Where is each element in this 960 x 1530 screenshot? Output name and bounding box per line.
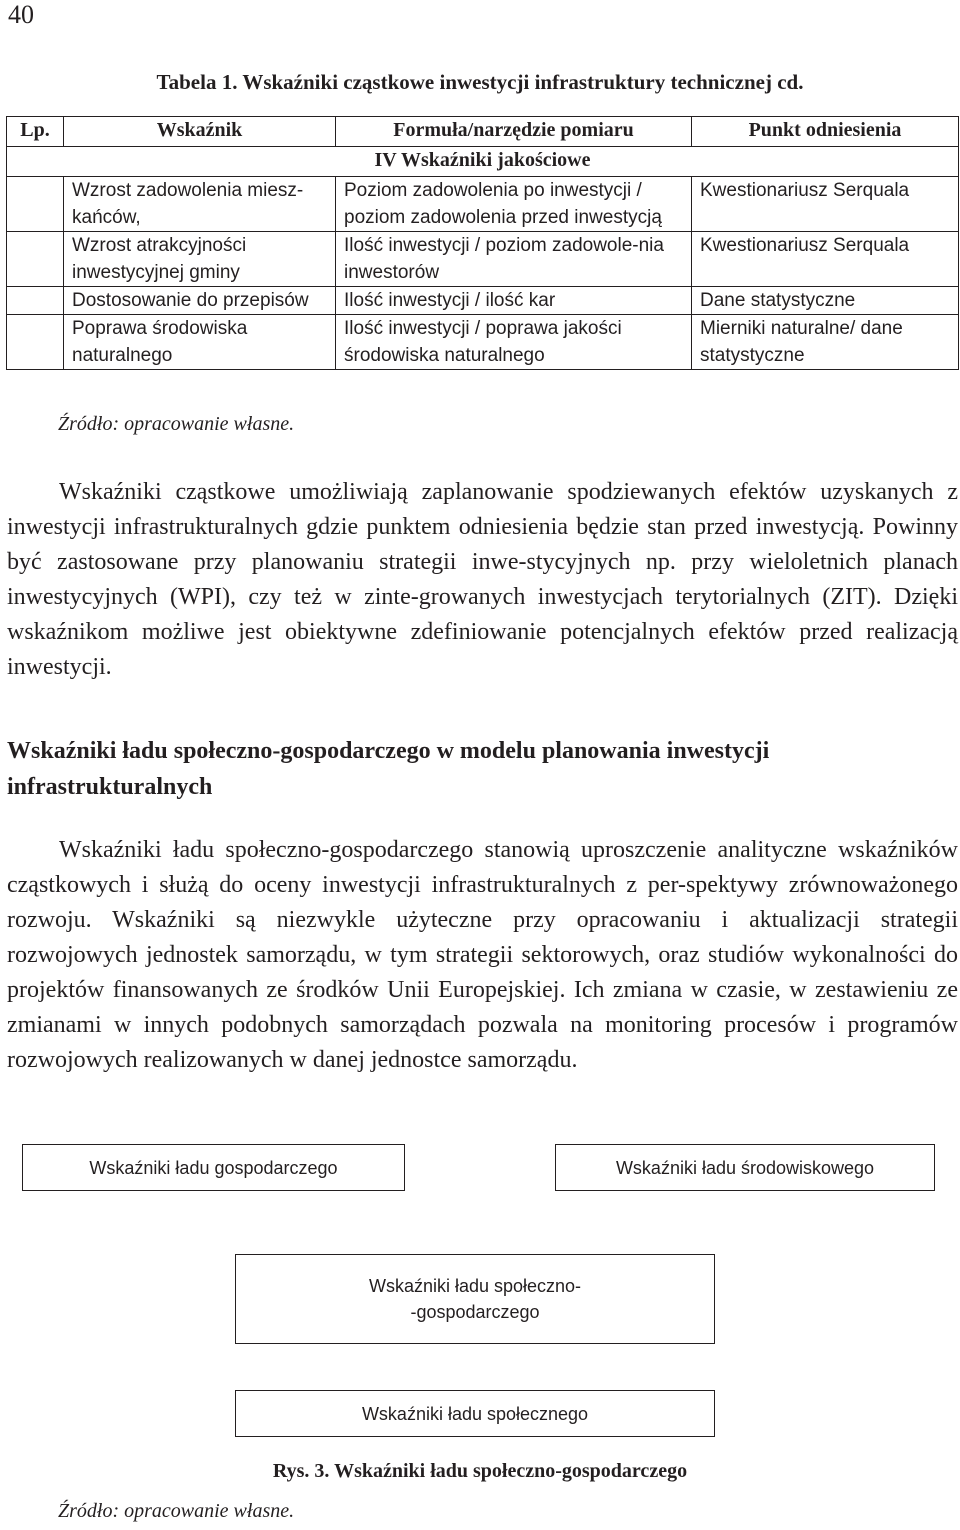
cell-formula: Poziom zadowolenia po inwestycji / poziom zadowolenia przed inwestycją xyxy=(336,177,692,232)
header-lp: Lp. xyxy=(7,117,64,147)
paragraph-1-text: Wskaźniki cząstkowe umożliwiają zaplanowanie spodziewanych efektów uzyskanych z inwestycji infrastrukturalnych gdzie punktem odniesienia będzie stan przed inwestycją. Powinny być zastosowane przy planowaniu strategii inwe-stycyjnych np. przy wieloletnich planach inwestycyjnych (WPI), czy też w zinte-growanych inwestycjach terytorialnych (ZIT). Dzięki wskaźnikom możliwe jest obiektywne zdefiniowanie potencjalnych efektów przed realizacją inwestycji. xyxy=(7,479,958,680)
header-indicator: Wskaźnik xyxy=(64,117,336,147)
figure-source: Źródło: opracowanie własne. xyxy=(58,1500,295,1522)
paragraph-1 xyxy=(7,475,958,685)
cell-lp xyxy=(7,177,64,232)
cell-indicator: Dostosowanie do przepisów xyxy=(64,287,336,315)
cell-formula: Ilość inwestycji / ilość kar xyxy=(336,287,692,315)
cell-reference: Dane statystyczne xyxy=(692,287,959,315)
box-socioeconomic-order: Wskaźniki ładu społeczno- -gospodarczego xyxy=(235,1254,715,1344)
table-row xyxy=(7,177,959,232)
box-environmental-order: Wskaźniki ładu środowiskowego xyxy=(555,1144,935,1191)
indicators-table xyxy=(6,116,959,370)
section-heading: Wskaźniki ładu społeczno-gospodarczego w modelu planowania inwestycji infrastrukturalnych xyxy=(7,738,770,800)
table-row xyxy=(7,315,959,370)
section-title: IV Wskaźniki jakościowe xyxy=(7,147,959,177)
paragraph-2-text: Wskaźniki ładu społeczno-gospodarczego stanowią uproszczenie analityczne wskaźników cząstkowych i służą do oceny inwestycji infrastrukturalnych z per-spektywy zrównoważonego rozwoju. Wskaźniki są niezwykle użyteczne przy opracowaniu i aktualizacji strategii rozwojowych jednostek samorządu, w tym strategii sektorowych, oraz studiów wykonalności do projektów finansowanych ze środków Unii Europejskiej. Ich zmiana w czasie, w zestawieniu ze zmianami w innych podobnych samorządach pozwala na monitoring procesów i programów rozwojowych realizowanych w danej jednostce samorządu. xyxy=(7,837,958,1073)
cell-reference: Kwestionariusz Serquala xyxy=(692,177,959,232)
header-reference: Punkt odniesienia xyxy=(692,117,959,147)
table-row xyxy=(7,232,959,287)
table-title: Tabela 1. Wskaźniki cząstkowe inwestycji infrastruktury technicznej cd. xyxy=(156,70,804,94)
cell-indicator: Wzrost atrakcyjności inwestycyjnej gminy xyxy=(64,232,336,287)
table-row xyxy=(7,287,959,315)
page-number: 40 xyxy=(8,0,34,29)
cell-indicator: Poprawa środowiska naturalnego xyxy=(64,315,336,370)
box-economic-order: Wskaźniki ładu gospodarczego xyxy=(22,1144,405,1191)
cell-reference: Mierniki naturalne/ dane statystyczne xyxy=(692,315,959,370)
cell-reference: Kwestionariusz Serquala xyxy=(692,232,959,287)
cell-lp xyxy=(7,232,64,287)
table-section-row xyxy=(7,147,959,177)
table-header-row xyxy=(7,117,959,147)
cell-formula: Ilość inwestycji / poprawa jakości środowiska naturalnego xyxy=(336,315,692,370)
cell-formula: Ilość inwestycji / poziom zadowole-nia inwestorów xyxy=(336,232,692,287)
cell-lp xyxy=(7,287,64,315)
table-source: Źródło: opracowanie własne. xyxy=(58,413,295,435)
cell-lp xyxy=(7,315,64,370)
cell-indicator: Wzrost zadowolenia miesz-kańców, xyxy=(64,177,336,232)
box-social-order: Wskaźniki ładu społecznego xyxy=(235,1390,715,1437)
paragraph-2 xyxy=(7,833,958,1078)
header-formula: Formuła/narzędzie pomiaru xyxy=(336,117,692,147)
figure-caption: Rys. 3. Wskaźniki ładu społeczno-gospodarczego xyxy=(272,1460,688,1482)
